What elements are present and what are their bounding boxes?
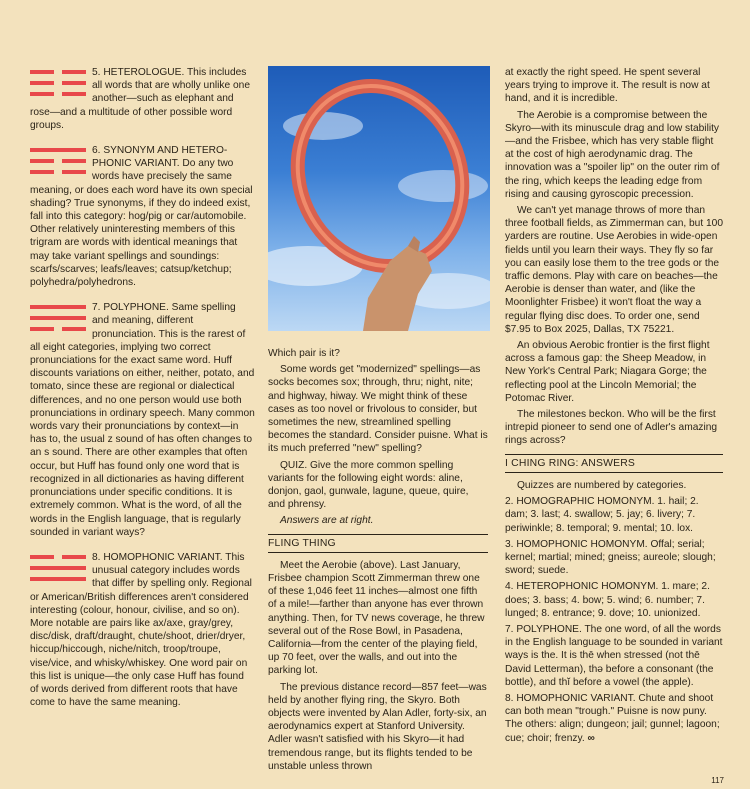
answers-intro: Quizzes are numbered by categories. xyxy=(517,479,687,491)
entry-heading: 7. POLYPHONE. xyxy=(92,302,169,314)
column-left xyxy=(30,66,255,721)
quiz-paragraph: QUIZ. Give the more common spelling variants for the following eight words: aline, donjon, gaol, gunwale, lagune, queue, quire, and phrensy. xyxy=(268,459,469,511)
aerobie-ring-illustration xyxy=(268,66,490,331)
paragraph: Some words get "modernized" spellings—as socks becomes sox; through, thru; night, nite; and highway, hiway. We might think of these cases as too novel or frivolous to consider, but sometimes the new, streamlined spelling becomes the standard. Consider puisne. What is its much preferred "new" spelling? xyxy=(268,364,488,455)
section-heading-fling-thing: FLING THING xyxy=(268,534,488,553)
aerobie-photo xyxy=(268,66,490,331)
paragraph: Which pair is it? xyxy=(268,348,340,359)
paragraph: The milestones beckon. Who will be the first intrepid pioneer to send one of Adler's amazing rings across? xyxy=(505,409,718,447)
paragraph: Meet the Aerobie (above). Last January, Frisbee champion Scott Zimmerman threw one of these 1,046 feet 11 inches—almost one fifth of a mile!—farther than anyone has ever thrown anything. Then, for TV news coverage, he threw several out of the Rose Bowl, in Pasadena, California—from the center of the playing field, up 70 feet, over the walls, and out into the parking lot. xyxy=(268,559,485,677)
answers-note: Answers are at right. xyxy=(280,515,374,527)
entry-heading: 6. SYNONYM AND HETERO-PHONIC VARIANT. xyxy=(92,145,228,170)
paragraph: The previous distance record—857 feet—was held by another flying ring, the Skyro. Both objects were invented by Alan Adler, forty-six, an aerodynamics expert at Stanford University. Adler wasn't satisfied with his Skyro—it had tremendous range, but its flights tended to be unstable unless thrown xyxy=(268,681,487,772)
entry-body: This unusual category includes words that differ by spelling only. Regional or American/British differences aren't considered interesting (colour, honour, civilise, and so on). More notable are pairs like ax/axe, gray/grey, disc/disk, draft/draught, chute/shoot, drier/dryer, hiccup/hiccough, niche/nitch, troop/troupe, vise/vice, and whisky/whiskey. One word pair on this list is unique—the only case Huff has found of words derived from different roots that have come to have the same meaning. xyxy=(30,551,252,709)
column-middle xyxy=(268,347,488,776)
entry-polyphone xyxy=(30,301,255,539)
answer-homographic-homonym: 2. HOMOGRAPHIC HOMONYM. 1. hail; 2. dam; 3. last; 4. swallow; 5. jay; 6. livery; 7. periwinkle; 8. temporal; 9. mental; 10. lox. xyxy=(505,496,699,534)
paragraph: An obvious Aerobic frontier is the first flight across a famous gap: the Sheep Meadow, in New York's Central Park; Niagara Gorge; the reflecting pool at the Lincoln Memorial; the Potomac River. xyxy=(505,340,710,404)
entry-homophonic-variant xyxy=(30,551,255,709)
paragraph: at exactly the right speed. He spent several years trying to improve it. The result is now at hand, and it is incredible. xyxy=(505,67,710,105)
entry-synonym xyxy=(30,144,255,289)
section-heading-answers: I CHING RING: ANSWERS xyxy=(505,454,723,473)
entry-body: This includes all words that are wholly unlike one another—such as elephant and rose—and a multitude of other possible word groups. xyxy=(30,67,250,131)
paragraph: We can't yet manage throws of more than three football fields, as Zimmerman can, but 100 yarders are routine. Use Aerobies in wide-open fields until you learn their ways. They fly so far you can easily lose them to the tree gods or the traffic demons. Play with care on beaches—the Aerobie is denser than water, and (like the Moonlighter Frisbee) it won't float the way a regular flying disc does. To order one, send $7.95 to Box 2025, Dallas, TX 75221. xyxy=(505,205,724,335)
entry-heading: 8. HOMOPHONIC VARIANT. xyxy=(92,551,223,563)
answer-homophonic-homonym: 3. HOMOPHONIC HOMONYM. Offal; serial; kernel; martial; mined; gneiss; aureole; slough; sword; suede. xyxy=(505,538,716,577)
page-number: 117 xyxy=(711,776,724,785)
answer-polyphone: 7. POLYPHONE. The one word, of all the words in the English language to be sounded in variant ways is the. It is thē when stressed (not thē David Letterman), thə before a consonant (the bottle), and thĭ before a vowel (the apple). xyxy=(505,623,723,688)
answer-homophonic-variant: 8. HOMOPHONIC VARIANT. Chute and shoot can both mean "trough." Puisne is now puny. The others: align; dungeon; jail; gunnel; lagoon; cue; choir; frenzy. ∞ xyxy=(505,692,720,744)
trigram-icon xyxy=(30,305,86,331)
trigram-icon xyxy=(30,555,86,581)
trigram-icon xyxy=(30,148,86,174)
trigram-icon xyxy=(30,70,86,96)
entry-body: Same spelling and meaning, different pronunciation. This is the rarest of all eight categories, implying two correct pronunciations for the exact same word. Huff discounts variations on either, neither, potato, and tomato, since these are regional or dialectical differences, and no one person would use both pronunciations in ordinary speech. Many common words vary their pronunciations by context—in has to, the usual z sound of has often changes to an s sound. There are other examples that often occur, but Huff has found only one word that is recognized in all dictionaries as having different pronunciations under specific conditions. It is extremely common. What is the word, of all the words in the English language, that is regularly sounded in variant ways? xyxy=(30,302,255,538)
end-mark-icon: ∞ xyxy=(587,732,595,744)
column-right xyxy=(505,66,723,748)
answer-heterophonic-homonym: 4. HETEROPHONIC HOMONYM. 1. mare; 2. does; 3. bass; 4. bow; 5. wind; 6. number; 7. lunged; 8. entrance; 9. dove; 10. unionized. xyxy=(505,581,710,619)
paragraph: The Aerobie is a compromise between the Skyro—with its minuscule drag and low stability—and the Frisbee, which has very stable flight at the cost of high aerodynamic drag. The innovation was a "spoiler lip" on the outer rim of the ring, which keeps the leading edge from rising and causing gyroscopic precession. xyxy=(505,109,720,200)
entry-heading: 5. HETEROLOGUE. xyxy=(92,67,185,78)
entry-body: Do any two words have precisely the same meaning, or does each word have its own special shading? True synonyms, if they do indeed exist, fall into this category: hog/pig or car/automobile. Other relatively uninteresting members of this trigram are words with identical meanings that may take variant spellings and soundings: scarfs/scarves; leafs/leaves; catsup/ketchup; polyhedra/polyhedrons. xyxy=(30,158,253,289)
entry-heterologue xyxy=(30,66,255,132)
